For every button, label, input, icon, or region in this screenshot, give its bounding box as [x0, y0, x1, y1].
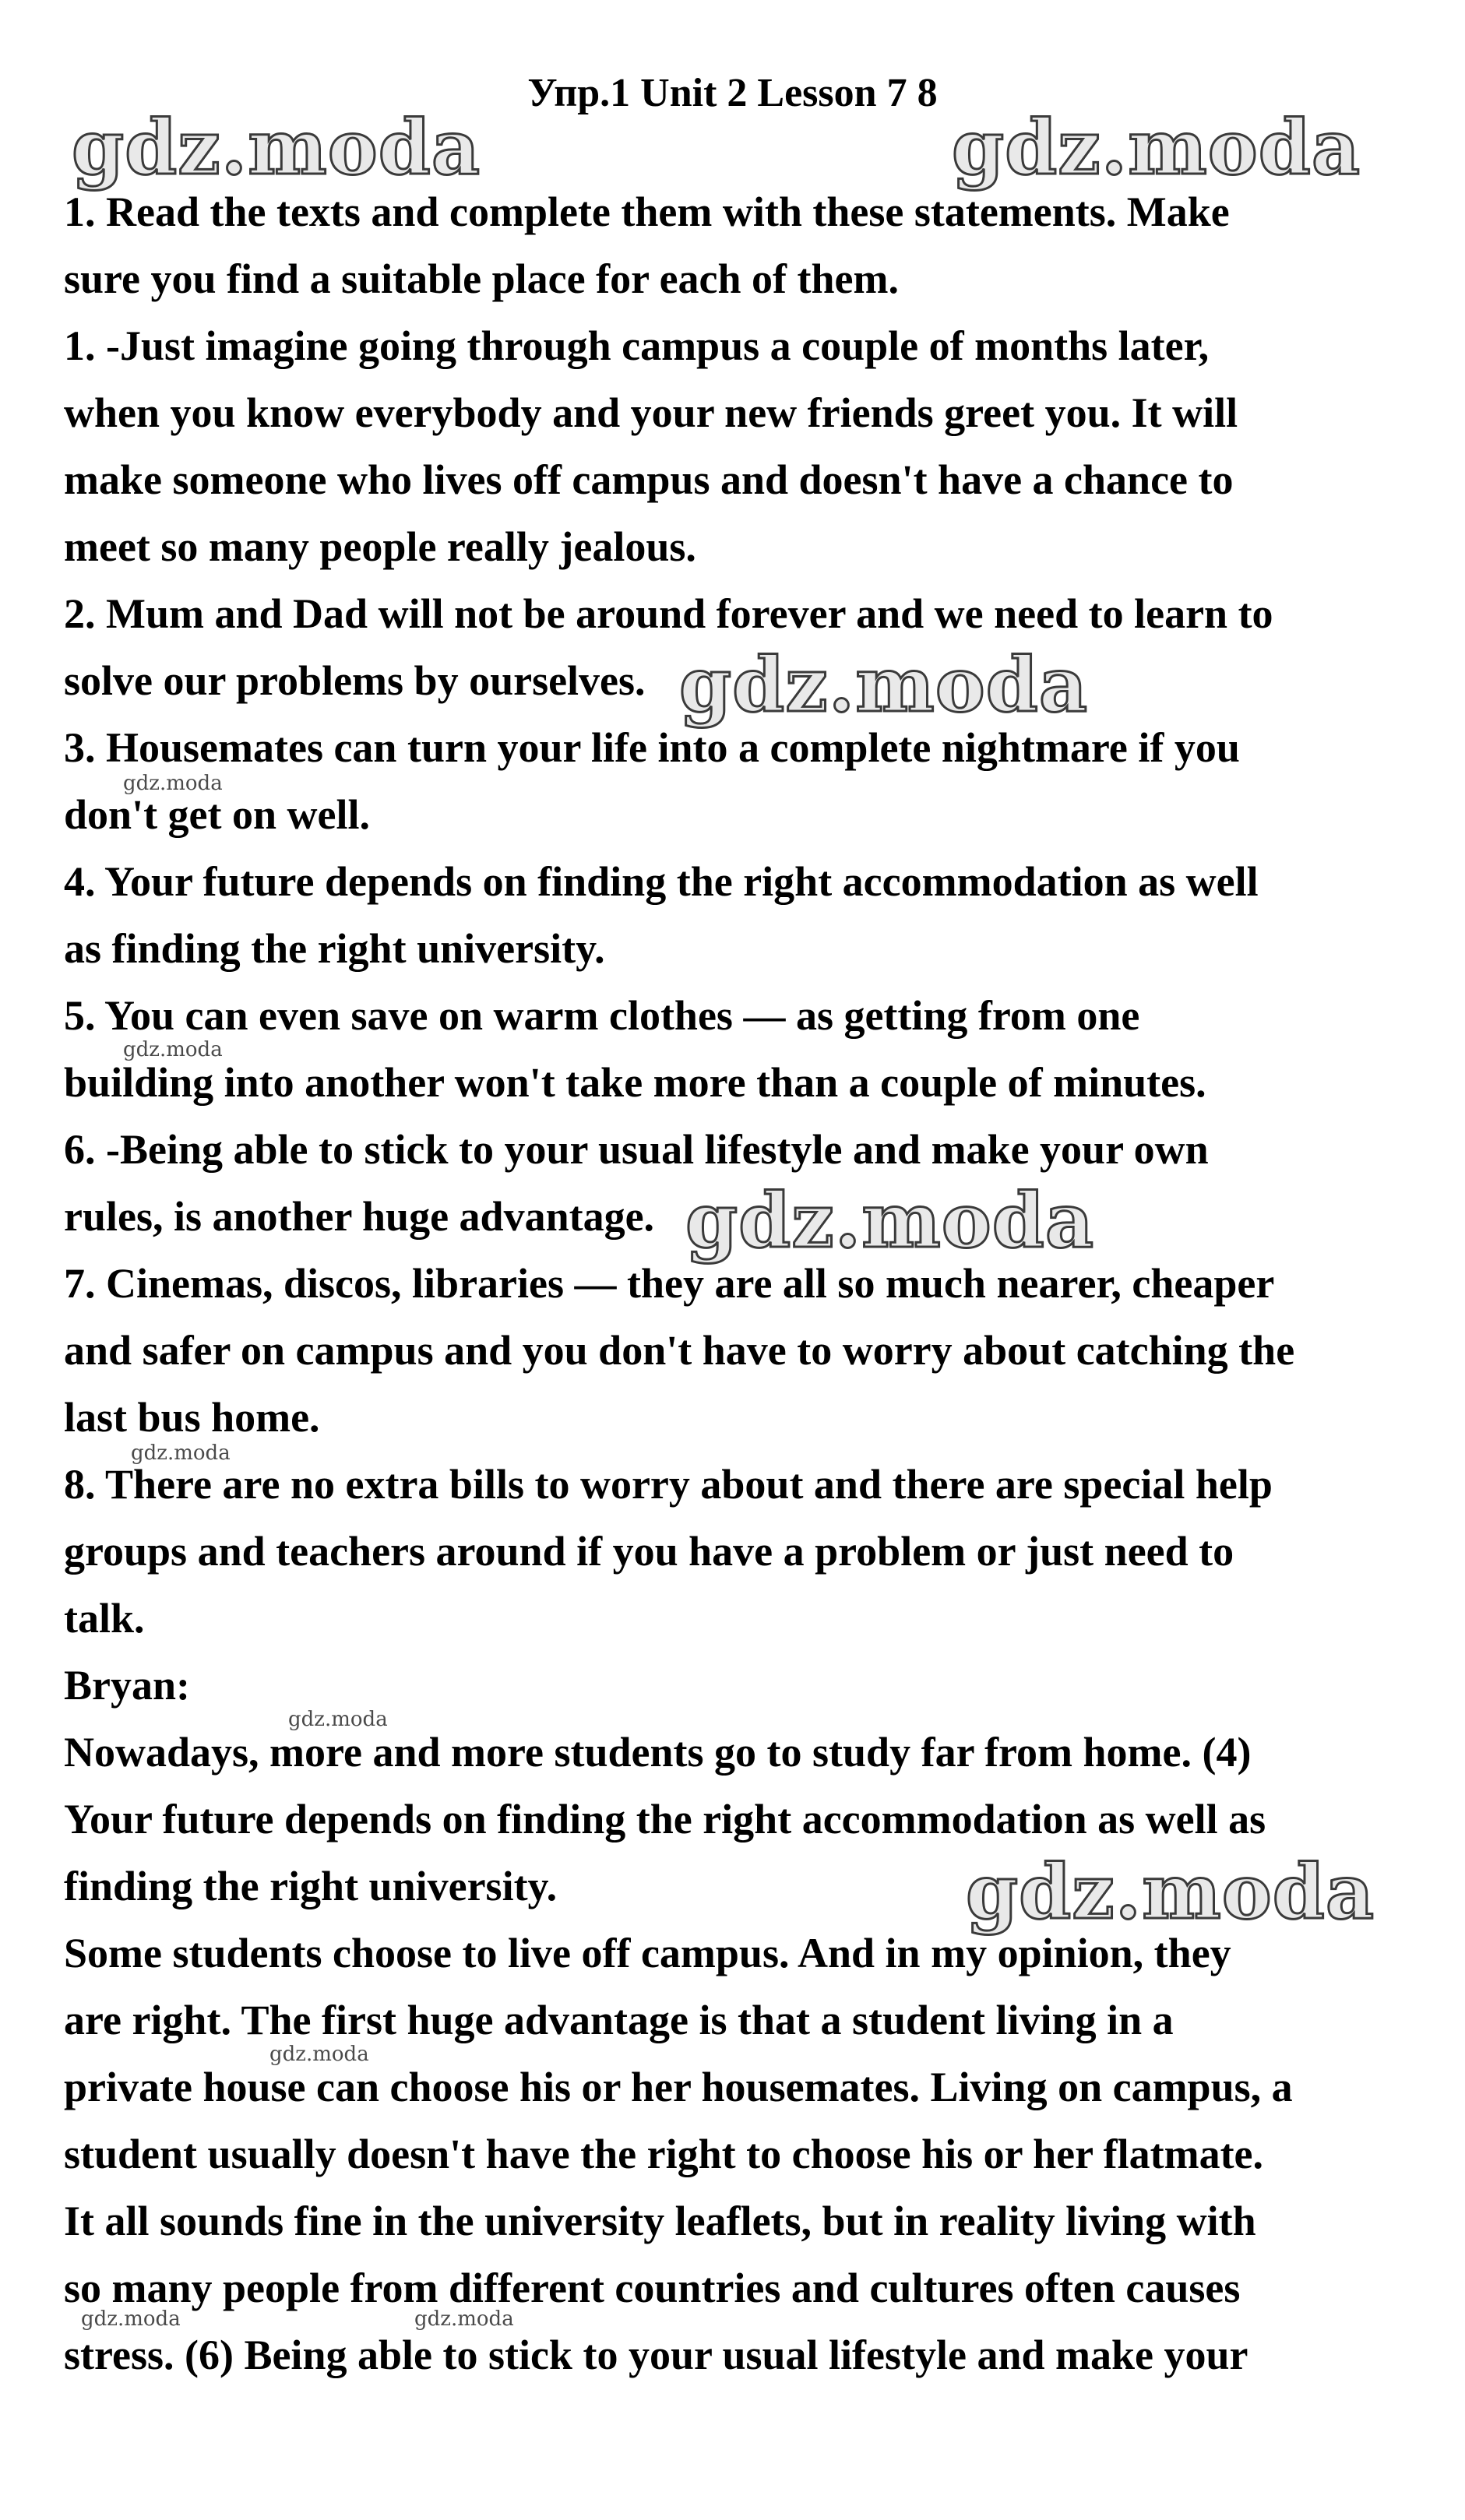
- watermark-small: gdz.moda: [123, 772, 223, 795]
- text-line: when you know everybody and your new friends greet you. It will: [64, 389, 1238, 436]
- text-line: private house can choose his or her housemates. Living on campus, a: [64, 2064, 1293, 2110]
- text-line: sure you find a suitable place for each of them.: [64, 255, 899, 302]
- watermark-large: gdz.moda: [679, 641, 1089, 729]
- text-line: make someone who lives off campus and doesn't have a chance to: [64, 456, 1234, 503]
- text-line: Your future depends on finding the right accommodation as well as: [64, 1796, 1266, 1842]
- text-line: 5. You can even save on warm clothes — as getting from one: [64, 992, 1140, 1039]
- watermark-small: gdz.moda: [269, 2043, 369, 2066]
- watermark-small: gdz.moda: [81, 2307, 181, 2331]
- text-line: 6. -Being able to stick to your usual lifestyle and make your own: [64, 1126, 1209, 1173]
- text-line: 1. -Just imagine going through campus a couple of months later,: [64, 322, 1210, 369]
- text-line: meet so many people really jealous.: [64, 523, 696, 570]
- text-line: talk.: [64, 1595, 145, 1642]
- text-line: building into another won't take more than a couple of minutes.: [64, 1059, 1206, 1106]
- watermark-small: gdz.moda: [288, 1708, 388, 1731]
- watermark-large: gdz.moda: [72, 104, 481, 192]
- watermark-small: gdz.moda: [414, 2307, 514, 2331]
- text-line: 4. Your future depends on finding the right accommodation as well: [64, 858, 1259, 905]
- watermark-large: gdz.moda: [685, 1177, 1095, 1265]
- text-line: so many people from different countries and cultures often causes: [64, 2265, 1241, 2311]
- text-line: rules, is another huge advantage.: [64, 1193, 655, 1240]
- text-line: 2. Mum and Dad will not be around forever and we need to learn to: [64, 590, 1273, 637]
- watermark-small: gdz.moda: [123, 1038, 223, 1061]
- text-line: finding the right university.: [64, 1863, 558, 1909]
- text-line: groups and teachers around if you have a problem or just need to: [64, 1528, 1234, 1575]
- text-line: Some students choose to live off campus. And in my opinion, they: [64, 1930, 1231, 1976]
- text-line: 7. Cinemas, discos, libraries — they are all so much nearer, cheaper: [64, 1260, 1275, 1307]
- page-title: Упр.1 Unit 2 Lesson 7 8: [527, 71, 938, 115]
- text-line: solve our problems by ourselves.: [64, 657, 646, 704]
- text-line: and safer on campus and you don't have to worry about catching the: [64, 1327, 1295, 1374]
- text-line: 1. Read the texts and complete them with these statements. Make: [64, 188, 1230, 235]
- watermark-large: gdz.moda: [966, 1848, 1375, 1936]
- watermark-small: gdz.moda: [131, 1441, 231, 1465]
- text-line: It all sounds fine in the university leaflets, but in reality living with: [64, 2198, 1256, 2244]
- watermark-large: gdz.moda: [952, 104, 1361, 192]
- text-line: don't get on well.: [64, 791, 371, 838]
- text-line: Nowadays, more and more students go to study far from home. (4): [64, 1729, 1252, 1776]
- text-line: are right. The first huge advantage is that a student living in a: [64, 1997, 1174, 2043]
- text-line: student usually doesn't have the right to choose his or her flatmate.: [64, 2131, 1264, 2177]
- text-line: last bus home.: [64, 1394, 320, 1441]
- text-line: 3. Housemates can turn your life into a complete nightmare if you: [64, 724, 1240, 771]
- text-line: 8. There are no extra bills to worry about and there are special help: [64, 1461, 1273, 1508]
- text-line: Bryan:: [64, 1662, 190, 1709]
- text-line: as finding the right university.: [64, 925, 605, 972]
- text-line: stress. (6) Being able to stick to your usual lifestyle and make your: [64, 2332, 1248, 2378]
